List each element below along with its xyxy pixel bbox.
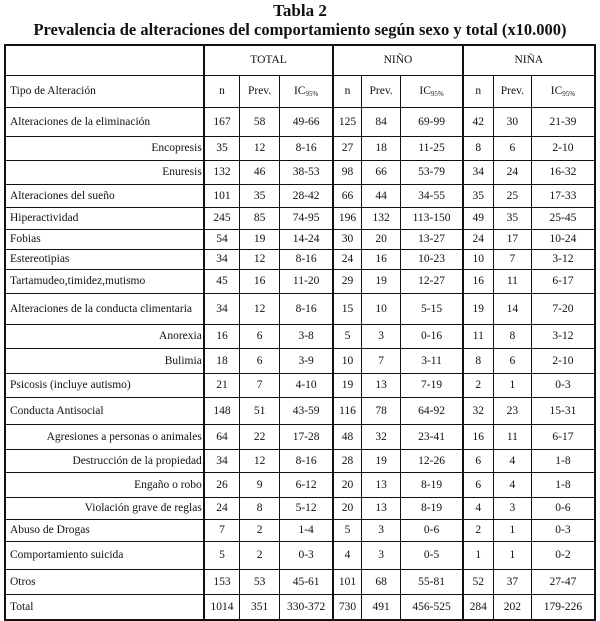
nino-n-cell: 4 bbox=[333, 541, 361, 569]
nino-ic-cell: 12-26 bbox=[401, 449, 463, 472]
column-header-type: Tipo de Alteración bbox=[5, 75, 204, 107]
nina-ic-cell: 16-32 bbox=[531, 160, 595, 184]
nina-ic-cell: 7-20 bbox=[531, 293, 595, 324]
row-label: Alteraciones de la conducta climentaria bbox=[5, 293, 204, 324]
total-ic-cell: 8-16 bbox=[279, 293, 333, 324]
total-n-cell: 153 bbox=[204, 569, 240, 594]
table-row bbox=[5, 324, 595, 348]
table-row bbox=[5, 249, 595, 269]
column-header-n: n bbox=[463, 75, 494, 107]
column-header-prev: Prev. bbox=[240, 75, 280, 107]
nino-n-cell: 29 bbox=[333, 269, 361, 293]
nina-prev-cell: 4 bbox=[493, 472, 531, 497]
table-row bbox=[5, 424, 595, 449]
total-ic-cell: 45-61 bbox=[279, 569, 333, 594]
nina-n-cell: 19 bbox=[463, 293, 494, 324]
nino-prev-cell: 16 bbox=[361, 249, 401, 269]
total-n-cell: 7 bbox=[204, 519, 240, 541]
row-label: Fobias bbox=[5, 229, 204, 249]
nino-n-cell: 66 bbox=[333, 184, 361, 207]
nina-prev-cell: 25 bbox=[493, 184, 531, 207]
total-ic-cell: 74-95 bbox=[279, 207, 333, 229]
nino-prev-cell: 3 bbox=[361, 519, 401, 541]
total-ic-cell: 5-12 bbox=[279, 497, 333, 519]
nino-ic-cell: 0-5 bbox=[401, 541, 463, 569]
nina-n-cell: 1 bbox=[463, 541, 494, 569]
row-label: Tartamudeo,timidez,mutismo bbox=[5, 269, 204, 293]
table-row bbox=[5, 207, 595, 229]
row-label: Destrucción de la propiedad bbox=[5, 449, 204, 472]
row-label: Estereotipias bbox=[5, 249, 204, 269]
total-n-cell: 101 bbox=[204, 184, 240, 207]
nina-prev-cell: 24 bbox=[493, 160, 531, 184]
nino-n-cell: 116 bbox=[333, 397, 361, 424]
total-ic-cell: 43-59 bbox=[279, 397, 333, 424]
total-n-cell: 26 bbox=[204, 472, 240, 497]
ic-subscript: 95% bbox=[305, 89, 319, 98]
ic-label: IC bbox=[293, 84, 306, 97]
nina-n-cell: 24 bbox=[463, 229, 494, 249]
total-prev-cell: 12 bbox=[240, 449, 280, 472]
column-header-ic bbox=[279, 75, 333, 107]
nina-n-cell: 10 bbox=[463, 249, 494, 269]
total-n-cell: 21 bbox=[204, 373, 240, 397]
nino-ic-cell: 8-19 bbox=[401, 472, 463, 497]
nino-ic-cell: 456-525 bbox=[401, 594, 463, 620]
nino-prev-cell: 32 bbox=[361, 424, 401, 449]
table-caption bbox=[0, 0, 600, 40]
nino-n-cell: 98 bbox=[333, 160, 361, 184]
row-label: Agresiones a personas o animales bbox=[5, 424, 204, 449]
total-prev-cell: 16 bbox=[240, 269, 280, 293]
nina-prev-cell: 35 bbox=[493, 207, 531, 229]
total-ic-cell: 1-4 bbox=[279, 519, 333, 541]
table-row bbox=[5, 449, 595, 472]
table-row bbox=[5, 472, 595, 497]
total-prev-cell: 12 bbox=[240, 136, 280, 160]
total-n-cell: 34 bbox=[204, 249, 240, 269]
total-n-cell: 54 bbox=[204, 229, 240, 249]
nino-prev-cell: 18 bbox=[361, 136, 401, 160]
total-prev-cell: 58 bbox=[240, 107, 280, 136]
table-subtitle: Prevalencia de alteraciones del comportamiento según sexo y total (x10.000) bbox=[33, 20, 567, 39]
nina-ic-cell: 10-24 bbox=[531, 229, 595, 249]
nino-n-cell: 30 bbox=[333, 229, 361, 249]
column-header-row bbox=[5, 75, 595, 107]
nina-prev-cell: 23 bbox=[493, 397, 531, 424]
nino-prev-cell: 19 bbox=[361, 449, 401, 472]
nina-ic-cell: 0-6 bbox=[531, 497, 595, 519]
nina-prev-cell: 30 bbox=[493, 107, 531, 136]
table-row bbox=[5, 293, 595, 324]
total-n-cell: 245 bbox=[204, 207, 240, 229]
total-ic-cell: 38-53 bbox=[279, 160, 333, 184]
table-row bbox=[5, 269, 595, 293]
nina-n-cell: 42 bbox=[463, 107, 494, 136]
table-row bbox=[5, 594, 595, 620]
nino-ic-cell: 0-6 bbox=[401, 519, 463, 541]
total-ic-cell: 4-10 bbox=[279, 373, 333, 397]
total-prev-cell: 6 bbox=[240, 348, 280, 373]
total-n-cell: 16 bbox=[204, 324, 240, 348]
nino-n-cell: 5 bbox=[333, 519, 361, 541]
nino-prev-cell: 10 bbox=[361, 293, 401, 324]
table-row bbox=[5, 569, 595, 594]
row-label: Anorexia bbox=[5, 324, 204, 348]
total-ic-cell: 3-9 bbox=[279, 348, 333, 373]
nino-ic-cell: 8-19 bbox=[401, 497, 463, 519]
total-ic-cell: 11-20 bbox=[279, 269, 333, 293]
nina-n-cell: 284 bbox=[463, 594, 494, 620]
total-prev-cell: 6 bbox=[240, 324, 280, 348]
nino-n-cell: 15 bbox=[333, 293, 361, 324]
nino-prev-cell: 78 bbox=[361, 397, 401, 424]
nina-n-cell: 32 bbox=[463, 397, 494, 424]
total-ic-cell: 8-16 bbox=[279, 449, 333, 472]
nino-ic-cell: 55-81 bbox=[401, 569, 463, 594]
nina-prev-cell: 3 bbox=[493, 497, 531, 519]
nina-ic-cell: 17-33 bbox=[531, 184, 595, 207]
nina-ic-cell: 2-10 bbox=[531, 348, 595, 373]
nina-prev-cell: 7 bbox=[493, 249, 531, 269]
nina-ic-cell: 1-8 bbox=[531, 472, 595, 497]
row-label: Abuso de Drogas bbox=[5, 519, 204, 541]
table-row bbox=[5, 136, 595, 160]
total-n-cell: 34 bbox=[204, 293, 240, 324]
total-prev-cell: 7 bbox=[240, 373, 280, 397]
total-ic-cell: 49-66 bbox=[279, 107, 333, 136]
nino-n-cell: 101 bbox=[333, 569, 361, 594]
total-n-cell: 35 bbox=[204, 136, 240, 160]
total-prev-cell: 22 bbox=[240, 424, 280, 449]
nino-prev-cell: 13 bbox=[361, 472, 401, 497]
nino-prev-cell: 13 bbox=[361, 373, 401, 397]
nino-ic-cell: 10-23 bbox=[401, 249, 463, 269]
row-label: Total bbox=[5, 594, 204, 620]
nina-ic-cell: 3-12 bbox=[531, 324, 595, 348]
nino-prev-cell: 7 bbox=[361, 348, 401, 373]
nina-ic-cell: 179-226 bbox=[531, 594, 595, 620]
column-header-ic bbox=[531, 75, 595, 107]
total-ic-cell: 3-8 bbox=[279, 324, 333, 348]
total-prev-cell: 2 bbox=[240, 519, 280, 541]
nina-ic-cell: 6-17 bbox=[531, 424, 595, 449]
nina-n-cell: 8 bbox=[463, 348, 494, 373]
nina-prev-cell: 6 bbox=[493, 348, 531, 373]
nino-n-cell: 20 bbox=[333, 472, 361, 497]
total-n-cell: 45 bbox=[204, 269, 240, 293]
total-n-cell: 5 bbox=[204, 541, 240, 569]
nina-prev-cell: 1 bbox=[493, 373, 531, 397]
table-row bbox=[5, 373, 595, 397]
table-row bbox=[5, 160, 595, 184]
nino-prev-cell: 491 bbox=[361, 594, 401, 620]
nina-ic-cell: 0-3 bbox=[531, 373, 595, 397]
ic-label: IC bbox=[419, 84, 431, 97]
row-label: Alteraciones de la eliminación bbox=[5, 107, 204, 136]
nino-ic-cell: 5-15 bbox=[401, 293, 463, 324]
nino-prev-cell: 20 bbox=[361, 229, 401, 249]
nino-prev-cell: 66 bbox=[361, 160, 401, 184]
total-n-cell: 132 bbox=[204, 160, 240, 184]
row-label: Otros bbox=[5, 569, 204, 594]
nina-n-cell: 6 bbox=[463, 449, 494, 472]
row-label: Engaño o robo bbox=[5, 472, 204, 497]
table-row bbox=[5, 229, 595, 249]
nino-n-cell: 196 bbox=[333, 207, 361, 229]
total-ic-cell: 8-16 bbox=[279, 136, 333, 160]
total-ic-cell: 17-28 bbox=[279, 424, 333, 449]
ic-subscript: 95% bbox=[430, 89, 444, 98]
group-header-row bbox=[5, 45, 595, 75]
nina-ic-cell: 15-31 bbox=[531, 397, 595, 424]
nina-n-cell: 34 bbox=[463, 160, 494, 184]
column-header-n: n bbox=[204, 75, 240, 107]
total-ic-cell: 28-42 bbox=[279, 184, 333, 207]
nina-n-cell: 2 bbox=[463, 373, 494, 397]
row-label: Enuresis bbox=[5, 160, 204, 184]
table-row bbox=[5, 348, 595, 373]
nina-prev-cell: 11 bbox=[493, 269, 531, 293]
total-prev-cell: 12 bbox=[240, 249, 280, 269]
nina-prev-cell: 4 bbox=[493, 449, 531, 472]
total-prev-cell: 51 bbox=[240, 397, 280, 424]
nina-n-cell: 6 bbox=[463, 472, 494, 497]
nina-prev-cell: 37 bbox=[493, 569, 531, 594]
nina-n-cell: 4 bbox=[463, 497, 494, 519]
table-row bbox=[5, 107, 595, 136]
nina-prev-cell: 6 bbox=[493, 136, 531, 160]
nina-ic-cell: 2-10 bbox=[531, 136, 595, 160]
nina-prev-cell: 1 bbox=[493, 519, 531, 541]
nina-prev-cell: 14 bbox=[493, 293, 531, 324]
nino-ic-cell: 13-27 bbox=[401, 229, 463, 249]
row-label: Comportamiento suicida bbox=[5, 541, 204, 569]
nina-n-cell: 16 bbox=[463, 424, 494, 449]
nino-ic-cell: 0-16 bbox=[401, 324, 463, 348]
nina-n-cell: 8 bbox=[463, 136, 494, 160]
nina-ic-cell: 0-2 bbox=[531, 541, 595, 569]
nino-n-cell: 125 bbox=[333, 107, 361, 136]
nino-n-cell: 19 bbox=[333, 373, 361, 397]
nino-prev-cell: 3 bbox=[361, 324, 401, 348]
nino-ic-cell: 3-11 bbox=[401, 348, 463, 373]
total-ic-cell: 14-24 bbox=[279, 229, 333, 249]
total-n-cell: 34 bbox=[204, 449, 240, 472]
row-label: Alteraciones del sueño bbox=[5, 184, 204, 207]
nino-ic-cell: 113-150 bbox=[401, 207, 463, 229]
row-label: Hiperactividad bbox=[5, 207, 204, 229]
total-prev-cell: 12 bbox=[240, 293, 280, 324]
total-n-cell: 24 bbox=[204, 497, 240, 519]
nina-ic-cell: 21-39 bbox=[531, 107, 595, 136]
total-n-cell: 148 bbox=[204, 397, 240, 424]
nina-ic-cell: 25-45 bbox=[531, 207, 595, 229]
nina-n-cell: 11 bbox=[463, 324, 494, 348]
total-n-cell: 167 bbox=[204, 107, 240, 136]
row-label: Conducta Antisocial bbox=[5, 397, 204, 424]
nina-ic-cell: 0-3 bbox=[531, 519, 595, 541]
nina-prev-cell: 11 bbox=[493, 424, 531, 449]
nina-prev-cell: 8 bbox=[493, 324, 531, 348]
nino-ic-cell: 23-41 bbox=[401, 424, 463, 449]
total-n-cell: 64 bbox=[204, 424, 240, 449]
nina-ic-cell: 27-47 bbox=[531, 569, 595, 594]
nino-prev-cell: 44 bbox=[361, 184, 401, 207]
nino-prev-cell: 132 bbox=[361, 207, 401, 229]
nino-n-cell: 48 bbox=[333, 424, 361, 449]
nino-prev-cell: 19 bbox=[361, 269, 401, 293]
total-ic-cell: 6-12 bbox=[279, 472, 333, 497]
nino-n-cell: 10 bbox=[333, 348, 361, 373]
nino-ic-cell: 7-19 bbox=[401, 373, 463, 397]
total-prev-cell: 9 bbox=[240, 472, 280, 497]
total-prev-cell: 351 bbox=[240, 594, 280, 620]
total-prev-cell: 53 bbox=[240, 569, 280, 594]
total-prev-cell: 85 bbox=[240, 207, 280, 229]
nina-n-cell: 2 bbox=[463, 519, 494, 541]
nina-prev-cell: 202 bbox=[493, 594, 531, 620]
prevalence-table bbox=[4, 44, 596, 621]
total-prev-cell: 19 bbox=[240, 229, 280, 249]
nino-ic-cell: 53-79 bbox=[401, 160, 463, 184]
nina-prev-cell: 17 bbox=[493, 229, 531, 249]
group-header-nino: NIÑO bbox=[333, 45, 462, 75]
total-prev-cell: 35 bbox=[240, 184, 280, 207]
ic-subscript: 95% bbox=[562, 89, 576, 98]
total-prev-cell: 2 bbox=[240, 541, 280, 569]
total-ic-cell: 8-16 bbox=[279, 249, 333, 269]
nino-prev-cell: 68 bbox=[361, 569, 401, 594]
row-label: Bulimia bbox=[5, 348, 204, 373]
total-ic-cell: 0-3 bbox=[279, 541, 333, 569]
table-row bbox=[5, 184, 595, 207]
group-header-nina: NIÑA bbox=[463, 45, 595, 75]
nina-ic-cell: 1-8 bbox=[531, 449, 595, 472]
group-header-total: TOTAL bbox=[204, 45, 333, 75]
nino-prev-cell: 3 bbox=[361, 541, 401, 569]
empty-header-cell bbox=[5, 45, 204, 75]
row-label: Encopresis bbox=[5, 136, 204, 160]
column-header-prev: Prev. bbox=[493, 75, 531, 107]
table-title: Tabla 2 bbox=[273, 1, 327, 20]
nino-ic-cell: 12-27 bbox=[401, 269, 463, 293]
nino-n-cell: 5 bbox=[333, 324, 361, 348]
nino-ic-cell: 11-25 bbox=[401, 136, 463, 160]
total-prev-cell: 46 bbox=[240, 160, 280, 184]
nino-prev-cell: 84 bbox=[361, 107, 401, 136]
nino-ic-cell: 64-92 bbox=[401, 397, 463, 424]
nino-n-cell: 730 bbox=[333, 594, 361, 620]
column-header-prev: Prev. bbox=[361, 75, 401, 107]
nino-ic-cell: 34-55 bbox=[401, 184, 463, 207]
row-label: Violación grave de reglas bbox=[5, 497, 204, 519]
column-header-n: n bbox=[333, 75, 361, 107]
ic-label: IC bbox=[550, 84, 563, 97]
row-label: Psicosis (incluye autismo) bbox=[5, 373, 204, 397]
total-prev-cell: 8 bbox=[240, 497, 280, 519]
nina-n-cell: 49 bbox=[463, 207, 494, 229]
nina-n-cell: 16 bbox=[463, 269, 494, 293]
total-n-cell: 1014 bbox=[204, 594, 240, 620]
nino-ic-cell: 69-99 bbox=[401, 107, 463, 136]
table-row bbox=[5, 519, 595, 541]
nino-n-cell: 28 bbox=[333, 449, 361, 472]
nina-ic-cell: 3-12 bbox=[531, 249, 595, 269]
nino-n-cell: 20 bbox=[333, 497, 361, 519]
nina-n-cell: 52 bbox=[463, 569, 494, 594]
nina-n-cell: 35 bbox=[463, 184, 494, 207]
nino-prev-cell: 13 bbox=[361, 497, 401, 519]
nina-ic-cell: 6-17 bbox=[531, 269, 595, 293]
table-row bbox=[5, 397, 595, 424]
column-header-ic bbox=[401, 75, 463, 107]
table-row bbox=[5, 541, 595, 569]
nino-n-cell: 24 bbox=[333, 249, 361, 269]
total-n-cell: 18 bbox=[204, 348, 240, 373]
nino-n-cell: 27 bbox=[333, 136, 361, 160]
nina-prev-cell: 1 bbox=[493, 541, 531, 569]
total-ic-cell: 330-372 bbox=[279, 594, 333, 620]
table-row bbox=[5, 497, 595, 519]
